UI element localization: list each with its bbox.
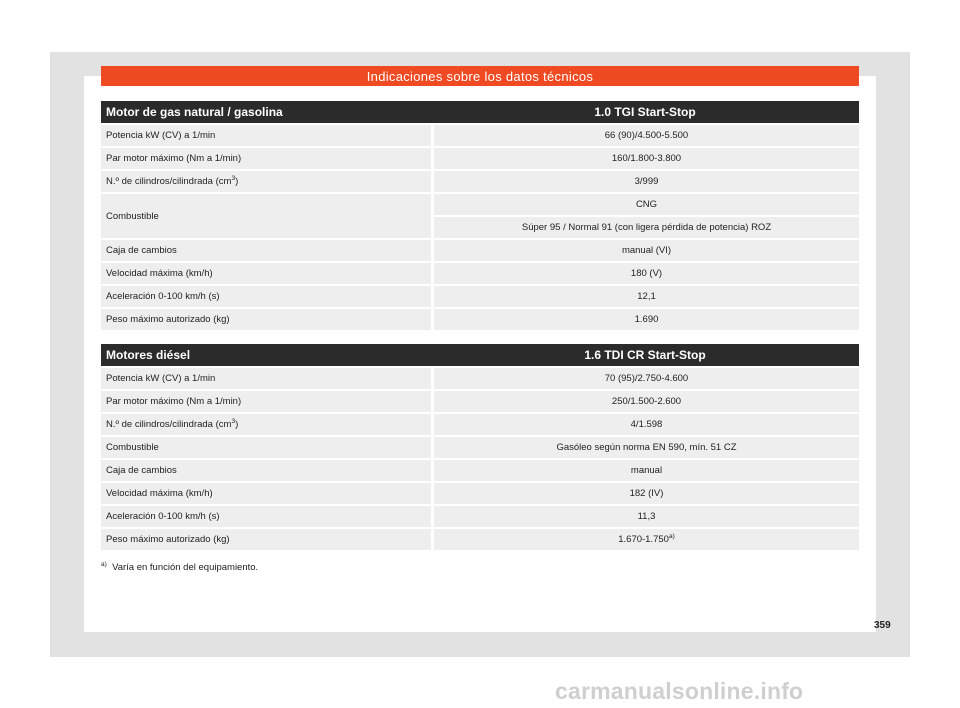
row-label: Velocidad máxima (km/h)	[101, 483, 431, 504]
row-label: Caja de cambios	[101, 240, 431, 261]
table-row	[101, 483, 859, 504]
row-label: Par motor máximo (Nm a 1/min)	[101, 391, 431, 412]
footnote	[101, 561, 258, 573]
table-row	[101, 286, 859, 307]
section-banner	[101, 66, 859, 86]
row-label: Velocidad máxima (km/h)	[101, 263, 431, 284]
table-row	[101, 391, 859, 412]
table-row	[101, 309, 859, 330]
row-label	[101, 414, 431, 435]
row-value-text: 1.670-1.750	[618, 534, 669, 546]
footnote-reference: a)	[668, 533, 675, 541]
row-value: 11,3	[431, 506, 859, 527]
watermark: carmanualsonline.info	[555, 678, 804, 704]
row-label: Aceleración 0-100 km/h (s)	[101, 506, 431, 527]
row-label	[101, 171, 431, 192]
row-value: 4/1.598	[431, 414, 859, 435]
engine-model-heading: 1.6 TDI CR Start-Stop	[431, 344, 859, 366]
table-row	[101, 263, 859, 284]
row-label: Peso máximo autorizado (kg)	[101, 529, 431, 550]
row-label-end: )	[235, 419, 239, 431]
footnote-text: Varía en función del equipamiento.	[112, 562, 259, 574]
row-label-text: N.º de cilindros/cilindrada (cm	[106, 419, 232, 431]
row-value: 66 (90)/4.500-5.500	[431, 125, 859, 146]
row-value: Súper 95 / Normal 91 (con ligera pérdida de potencia) ROZ	[431, 217, 859, 238]
row-value: 3/999	[431, 171, 859, 192]
page-number: 359	[874, 620, 891, 631]
row-value: 12,1	[431, 286, 859, 307]
row-value: 180 (V)	[431, 263, 859, 284]
row-label: Peso máximo autorizado (kg)	[101, 309, 431, 330]
row-value: 1.690	[431, 309, 859, 330]
row-label: Aceleración 0-100 km/h (s)	[101, 286, 431, 307]
table-row	[101, 414, 859, 435]
footnote-marker: a)	[101, 561, 107, 568]
table-row	[101, 506, 859, 527]
table-header-row	[101, 101, 859, 123]
gas-engine-table	[101, 99, 859, 332]
section-title: Indicaciones sobre los datos técnicos	[366, 68, 594, 84]
superscript: 3	[231, 175, 236, 183]
table-row	[101, 240, 859, 261]
table-row	[101, 148, 859, 169]
row-value: 250/1.500-2.600	[431, 391, 859, 412]
row-label: Caja de cambios	[101, 460, 431, 481]
row-value: 182 (IV)	[431, 483, 859, 504]
table-row	[101, 437, 859, 458]
row-label: Combustible	[101, 194, 431, 238]
row-label-text: N.º de cilindros/cilindrada (cm	[106, 176, 232, 188]
table-header-row	[101, 344, 859, 366]
row-value: CNG	[431, 194, 859, 215]
table-row	[101, 194, 859, 215]
row-label: Potencia kW (CV) a 1/min	[101, 125, 431, 146]
row-value: manual (VI)	[431, 240, 859, 261]
row-value	[431, 529, 859, 550]
row-label: Par motor máximo (Nm a 1/min)	[101, 148, 431, 169]
row-label-end: )	[235, 176, 239, 188]
table-row	[101, 368, 859, 389]
diesel-engine-table	[101, 342, 859, 552]
table-row	[101, 460, 859, 481]
engine-type-heading: Motor de gas natural / gasolina	[101, 101, 431, 123]
row-value: Gasóleo según norma EN 590, mín. 51 CZ	[431, 437, 859, 458]
row-value: manual	[431, 460, 859, 481]
engine-type-heading: Motores diésel	[101, 344, 431, 366]
row-label: Potencia kW (CV) a 1/min	[101, 368, 431, 389]
table-row	[101, 171, 859, 192]
row-label: Combustible	[101, 437, 431, 458]
superscript: 3	[231, 418, 236, 426]
engine-model-heading: 1.0 TGI Start-Stop	[431, 101, 859, 123]
table-row	[101, 529, 859, 550]
row-value: 70 (95)/2.750-4.600	[431, 368, 859, 389]
row-value: 160/1.800-3.800	[431, 148, 859, 169]
table-row	[101, 125, 859, 146]
